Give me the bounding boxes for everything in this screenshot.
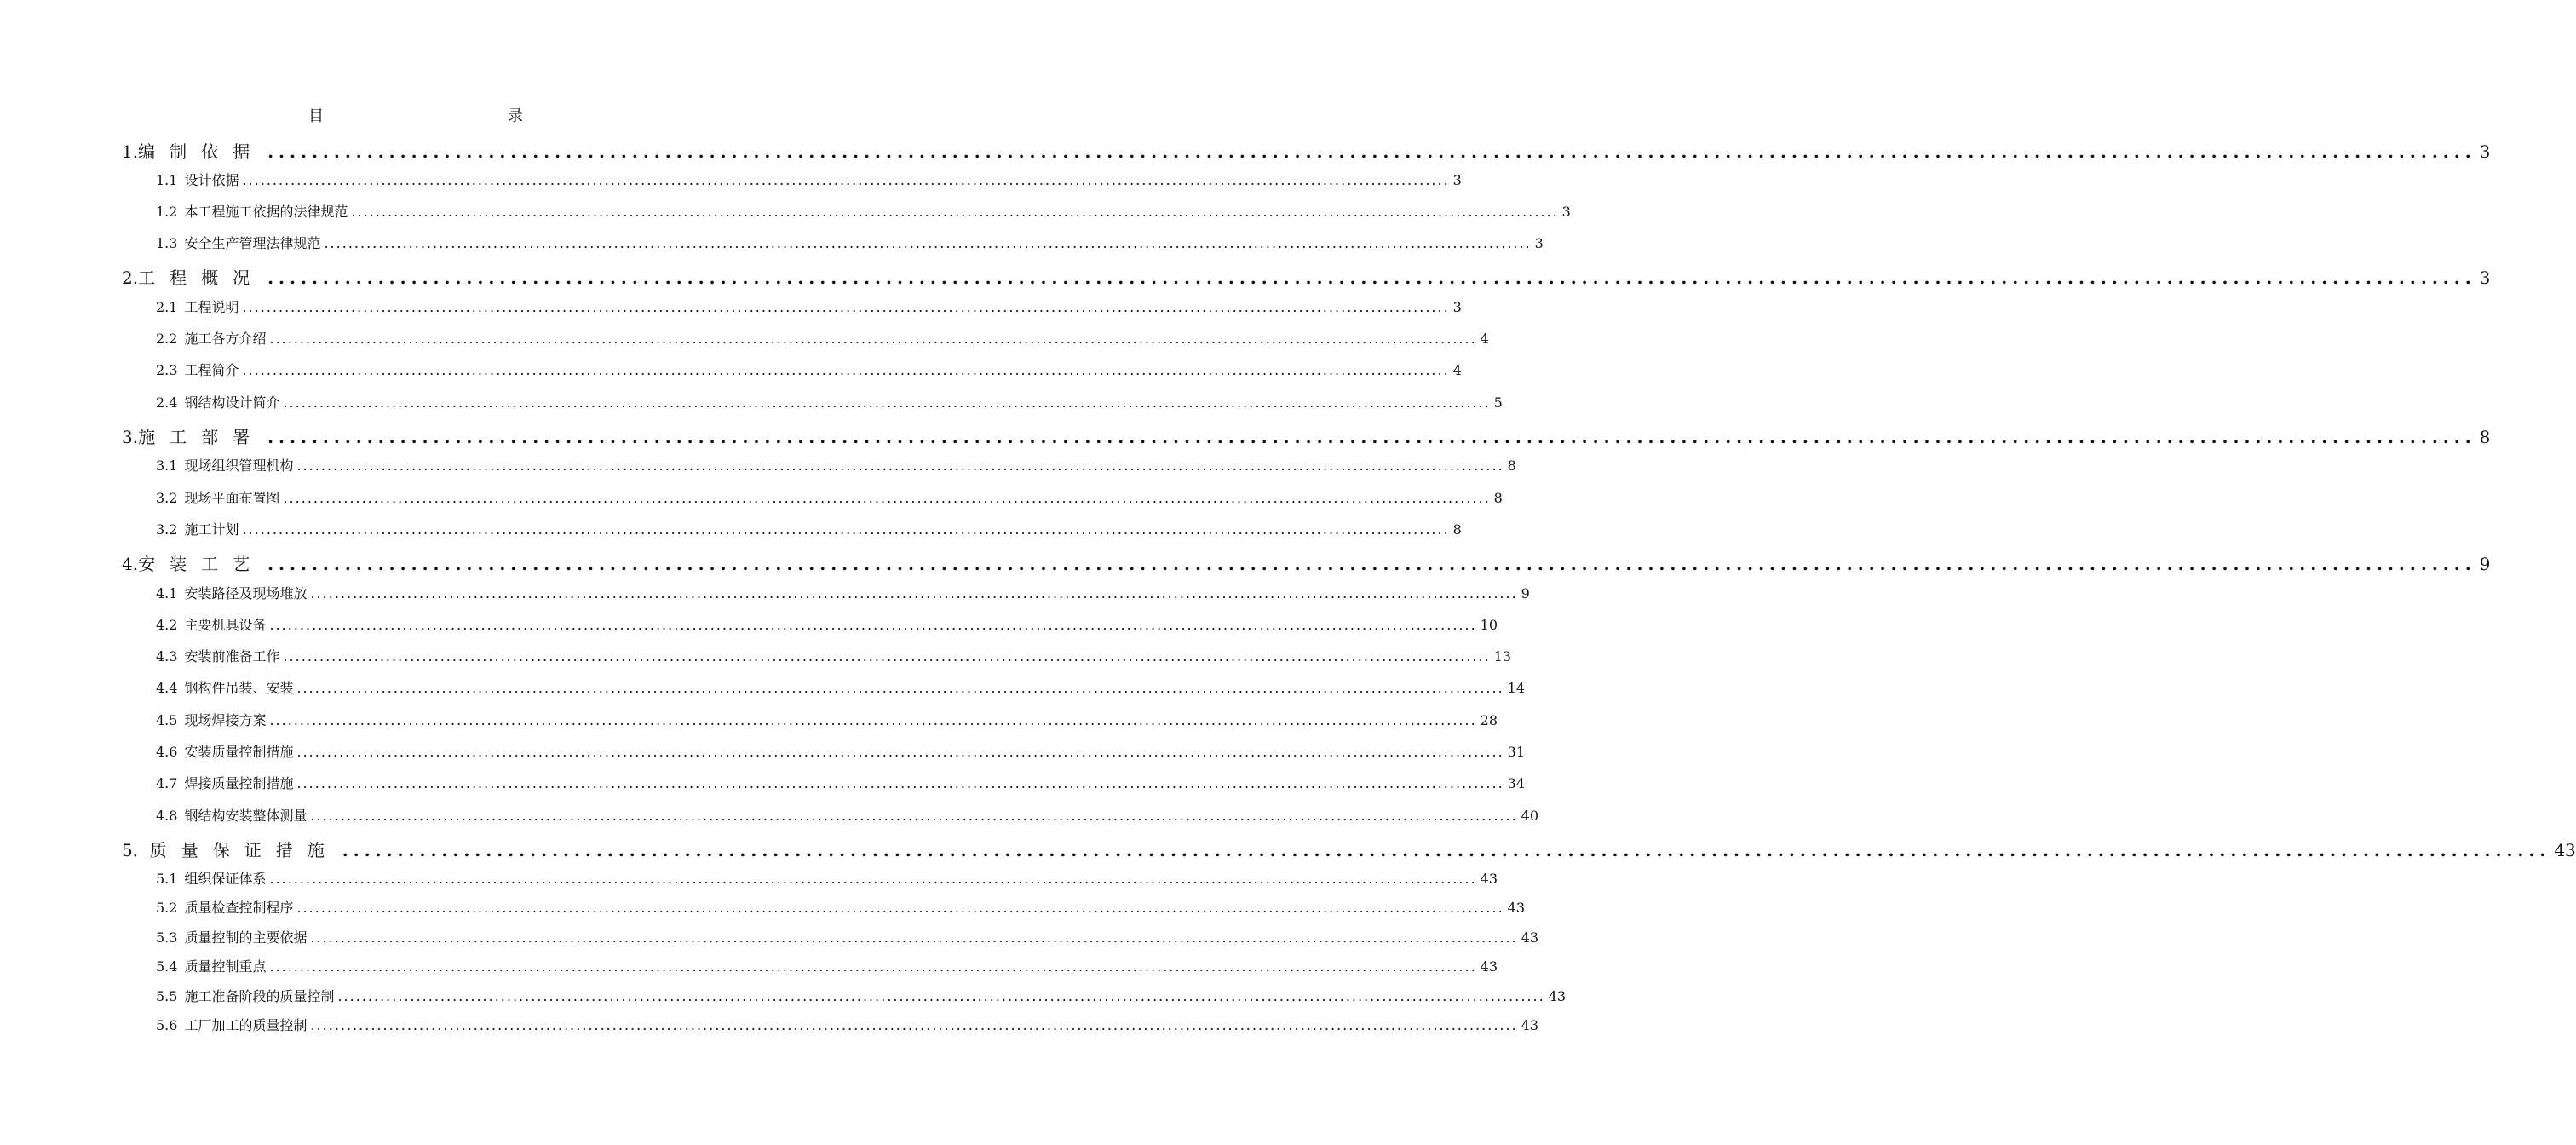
toc-dot-leader: ........................................................................................................................................................................................................ xyxy=(310,808,1518,824)
toc-page-number: 43 xyxy=(1480,871,1498,887)
toc-dot-leader: ........................................................................................................................................................................................................ xyxy=(324,235,1532,251)
toc-page-number: 43 xyxy=(1548,988,1567,1004)
toc-dot-leader: ........................................................................................................................................................................................................ xyxy=(242,299,1450,315)
toc-dot-leader: ........................................................................................................................................................................................................ xyxy=(283,648,1491,665)
toc-entry-label: 设计依据 xyxy=(184,172,239,188)
toc-entry-label: 安装前准备工作 xyxy=(184,648,280,665)
toc-section-entry[interactable] xyxy=(156,360,1462,379)
toc-dot-leader: ........................................................................................................................................................................................................ xyxy=(242,362,1450,378)
toc-entry-number: 4.5 xyxy=(156,712,178,728)
toc-entry-label: 安装工艺 xyxy=(138,554,265,574)
toc-entry-number: 2.1 xyxy=(156,299,178,315)
toc-dot-leader: ........................................................................................................................................................................................................ xyxy=(310,929,1518,946)
toc-entry-label: 施工部署 xyxy=(138,427,265,447)
toc-entry-label: 主要机具设备 xyxy=(184,617,267,633)
toc-entry-number: 5.4 xyxy=(156,958,178,975)
toc-section-entry[interactable] xyxy=(156,897,1526,917)
toc-entry-number: 4.2 xyxy=(156,617,178,633)
toc-page-number: 28 xyxy=(1480,712,1498,728)
toc-section-entry[interactable] xyxy=(156,1015,1539,1034)
toc-entry-number: 1. xyxy=(122,141,139,162)
toc-entry-label: 现场组织管理机构 xyxy=(184,457,294,474)
toc-chapter-entry[interactable] xyxy=(122,550,2491,575)
toc-section-entry[interactable] xyxy=(156,677,1526,697)
toc-entry-label: 工程简介 xyxy=(184,362,239,378)
toc-dot-leader: ........................................................................................................................................................................................................ xyxy=(296,680,1504,696)
toc-page-number: 4 xyxy=(1452,362,1462,378)
toc-dot-leader: ........................................................................................................................................................................................................ xyxy=(310,585,1518,601)
toc-page-number: 13 xyxy=(1493,648,1512,665)
toc-dot-leader: ........................................................................................................................................................................................................ xyxy=(351,204,1559,220)
toc-section-entry[interactable] xyxy=(156,392,1503,411)
toc-dot-leader: ........................................................................................................................................................................................................ xyxy=(267,427,2476,447)
toc-section-entry[interactable] xyxy=(156,646,1512,665)
toc-dot-leader: ........................................................................................................................................................................................................ xyxy=(283,394,1491,411)
toc-section-entry[interactable] xyxy=(156,868,1498,888)
toc-entry-label: 现场平面布置图 xyxy=(184,490,280,506)
toc-dot-leader: ........................................................................................................................................................................................................ xyxy=(269,617,1477,633)
toc-section-entry[interactable] xyxy=(156,710,1498,729)
toc-entry-label: 本工程施工依据的法律规范 xyxy=(184,204,348,220)
toc-entry-label: 安装路径及现场堆放 xyxy=(184,585,308,601)
toc-page-number: 3 xyxy=(1452,172,1462,188)
toc-section-entry[interactable] xyxy=(156,519,1462,538)
toc-page-number: 43 xyxy=(1521,929,1539,946)
toc-page-number: 43 xyxy=(1521,1017,1539,1033)
toc-section-entry[interactable] xyxy=(156,583,1530,602)
toc-page-number: 8 xyxy=(1507,457,1516,474)
toc-entry-number: 2.4 xyxy=(156,394,178,411)
toc-entry-number: 3.2 xyxy=(156,490,178,506)
toc-section-entry[interactable] xyxy=(156,296,1462,316)
toc-dot-leader: ........................................................................................................................................................................................................ xyxy=(296,900,1504,916)
toc-page-number: 9 xyxy=(1521,585,1530,601)
toc-page-number: 9 xyxy=(2479,554,2491,574)
toc-entry-number: 5.2 xyxy=(156,900,178,916)
toc-page-number: 43 xyxy=(1480,958,1498,975)
toc-entry-label: 质量控制的主要依据 xyxy=(184,929,308,946)
toc-page-number: 5 xyxy=(1493,394,1503,411)
toc-entry-number: 4.1 xyxy=(156,585,178,601)
toc-entry-number: 3.2 xyxy=(156,521,178,538)
toc-chapter-entry[interactable] xyxy=(122,837,2576,861)
toc-page-number: 3 xyxy=(1561,204,1571,220)
toc-page-number: 34 xyxy=(1507,775,1526,791)
toc-page-number: 8 xyxy=(2479,427,2491,447)
toc-chapter-entry[interactable] xyxy=(122,423,2491,448)
toc-dot-leader: ........................................................................................................................................................................................................ xyxy=(269,331,1477,347)
toc-section-entry[interactable] xyxy=(156,986,1567,1005)
toc-entry-label: 现场焊接方案 xyxy=(184,712,267,728)
toc-entry-number: 4. xyxy=(122,554,139,574)
toc-entry-label: 质量检查控制程序 xyxy=(184,900,294,916)
toc-entry-number: 5.5 xyxy=(156,988,178,1004)
toc-entry-label: 工程说明 xyxy=(184,299,239,315)
toc-entry-number: 5.6 xyxy=(156,1017,178,1033)
toc-section-entry[interactable] xyxy=(156,233,1544,252)
toc-section-entry[interactable] xyxy=(156,956,1498,975)
toc-entry-number: 1.2 xyxy=(156,204,178,220)
toc-title: 目 录 xyxy=(308,107,574,125)
toc-entry-label: 钢构件吊装、安装 xyxy=(184,680,294,696)
toc-dot-leader: ........................................................................................................................................................................................................ xyxy=(269,958,1477,975)
toc-entry-label: 安装质量控制措施 xyxy=(184,744,294,760)
toc-dot-leader: ........................................................................................................................................................................................................ xyxy=(337,988,1545,1004)
toc-page-number: 3 xyxy=(2479,268,2491,288)
toc-entry-number: 4.3 xyxy=(156,648,178,665)
toc-entry-number: 5． xyxy=(122,840,150,860)
toc-dot-leader: ........................................................................................................................................................................................................ xyxy=(283,490,1491,506)
toc-entry-label: 质量控制重点 xyxy=(184,958,267,975)
toc-page-number: 8 xyxy=(1452,521,1462,538)
toc-page-number: 14 xyxy=(1507,680,1526,696)
toc-dot-leader: ........................................................................................................................................................................................................ xyxy=(269,712,1477,728)
toc-chapter-entry[interactable] xyxy=(122,138,2491,163)
toc-entry-number: 2.3 xyxy=(156,362,178,378)
toc-entry-label: 钢结构设计简介 xyxy=(184,394,280,411)
toc-page-number: 3 xyxy=(2479,141,2491,162)
toc-page-number: 3 xyxy=(1534,235,1544,251)
toc-section-entry[interactable] xyxy=(156,927,1539,946)
toc-dot-leader: ........................................................................................................................................................................................................ xyxy=(296,457,1504,474)
toc-entry-label: 组织保证体系 xyxy=(184,871,267,887)
toc-section-entry[interactable] xyxy=(156,455,1516,475)
toc-entry-number: 4.4 xyxy=(156,680,178,696)
toc-entry-label: 工厂加工的质量控制 xyxy=(184,1017,308,1033)
toc-section-entry[interactable] xyxy=(156,487,1503,507)
toc-dot-leader: ........................................................................................................................................................................................................ xyxy=(296,775,1504,791)
toc-page-number: 3 xyxy=(1452,299,1462,315)
toc-section-entry[interactable] xyxy=(156,741,1526,761)
toc-dot-leader: ........................................................................................................................................................................................................ xyxy=(269,871,1477,887)
toc-dot-leader: ........................................................................................................................................................................................................ xyxy=(267,268,2476,288)
toc-page-number: 4 xyxy=(1480,331,1489,347)
toc-entry-number: 5.3 xyxy=(156,929,178,946)
toc-dot-leader: ........................................................................................................................................................................................................ xyxy=(267,141,2476,162)
toc-entry-number: 3. xyxy=(122,427,139,447)
toc-entry-label: 工程概况 xyxy=(138,268,265,288)
toc-page-number: 10 xyxy=(1480,617,1498,633)
toc-entry-number: 1.3 xyxy=(156,235,178,251)
toc-entry-number: 4.6 xyxy=(156,744,178,760)
toc-entry-label: 施工计划 xyxy=(184,521,239,538)
toc-entry-label: 焊接质量控制措施 xyxy=(184,775,294,791)
toc-dot-leader: ........................................................................................................................................................................................................ xyxy=(310,1017,1518,1033)
toc-entry-number: 3.1 xyxy=(156,457,178,474)
toc-dot-leader: ........................................................................................................................................................................................................ xyxy=(342,840,2551,860)
toc-dot-leader: ........................................................................................................................................................................................................ xyxy=(267,554,2476,574)
toc-page-number: 43 xyxy=(1507,900,1526,916)
toc-dot-leader: ........................................................................................................................................................................................................ xyxy=(242,172,1450,188)
toc-section-entry[interactable] xyxy=(156,201,1571,221)
toc-entry-label: 编制依据 xyxy=(138,141,265,162)
toc-entry-label: 施工准备阶段的质量控制 xyxy=(184,988,335,1004)
toc-entry-label: 安全生产管理法律规范 xyxy=(184,235,321,251)
toc-entry-label: 钢结构安装整体测量 xyxy=(184,808,308,824)
toc-section-entry[interactable] xyxy=(156,614,1498,634)
toc-page-number: 40 xyxy=(1521,808,1539,824)
toc-chapter-entry[interactable] xyxy=(122,264,2491,289)
toc-entry-number: 5.1 xyxy=(156,871,178,887)
toc-section-entry[interactable] xyxy=(156,773,1526,792)
toc-entry-number: 2.2 xyxy=(156,331,178,347)
toc-dot-leader: ........................................................................................................................................................................................................ xyxy=(296,744,1504,760)
toc-section-entry[interactable] xyxy=(156,170,1462,189)
toc-entry-label: 施工各方介绍 xyxy=(184,331,267,347)
toc-entry-number: 1.1 xyxy=(156,172,178,188)
toc-section-entry[interactable] xyxy=(156,805,1539,825)
toc-entry-label: 质量保证措施 xyxy=(149,840,339,860)
toc-dot-leader: ........................................................................................................................................................................................................ xyxy=(242,521,1450,538)
toc-page-number: 31 xyxy=(1507,744,1526,760)
toc-section-entry[interactable] xyxy=(156,328,1489,348)
toc-page-number: 43 xyxy=(2554,840,2576,860)
toc-entry-number: 4.7 xyxy=(156,775,178,791)
toc-entry-number: 4.8 xyxy=(156,808,178,824)
toc-entry-number: 2. xyxy=(122,268,139,288)
toc-page-number: 8 xyxy=(1493,490,1503,506)
